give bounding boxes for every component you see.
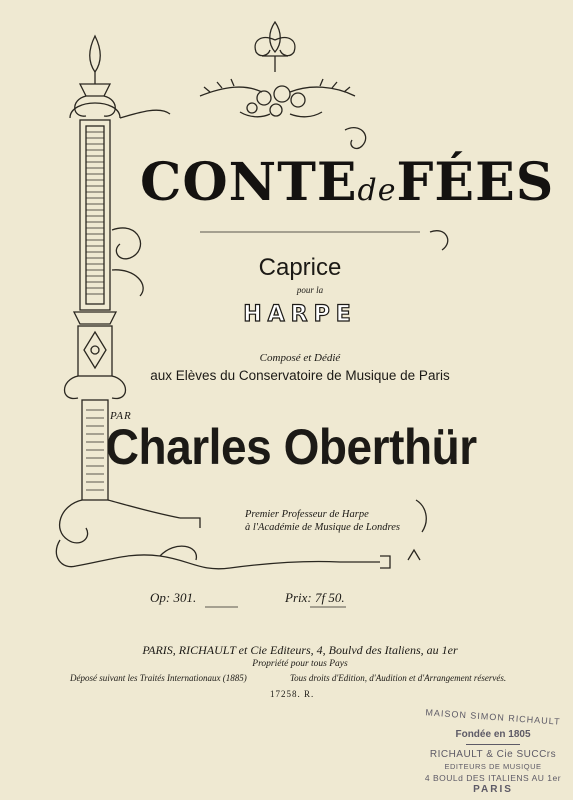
plate-number: 17258. R. [270,689,315,699]
stamp-line-3: RICHAULT & Cie SUCCrs [429,749,557,760]
stamp-line-1: MAISON SIMON RICHAULT [425,707,561,727]
stamp-divider [466,744,520,745]
stamp-line-6: PARIS [473,784,513,795]
stamp-line-5: 4 BOULd DES ITALIENS AU 1er [424,773,562,783]
composer-title-1: Premier Professeur de Harpe [245,509,369,520]
stamp-line-4: EDITEURS DE MUSIQUE [444,762,542,771]
opus-number: Op: 301. [150,590,197,605]
price: Prix: 7f 50. [285,590,345,605]
instrument-heading: HARPE [243,302,357,327]
publisher-line: PARIS, RICHAULT et Cie Editeurs, 4, Boulvd des Italiens, au 1er [142,643,458,657]
stamp-line-2: Fondée en 1805 [455,729,531,740]
composer-name: Charles Oberthür [105,419,477,475]
rights-notice: Tous droits d'Edition, d'Audition et d'Arrangement réservés. [290,673,507,683]
dedication-line-1: Composé et Dédié [259,352,341,364]
subtitle: Caprice [258,254,342,281]
deposit-notice: Déposé suivant les Traités Internationaux (1885) [70,673,247,683]
publisher-stamp [418,700,568,796]
composer-title-2: à l'Académie de Musique de Londres [245,522,400,533]
par-text: PAR [110,410,132,422]
pour-la-text: pour la [296,285,324,295]
work-title: CONTEdeFÉES [140,152,555,213]
dedication-line-2: aux Elèves du Conservatoire de Musique de Paris [150,368,450,383]
property-notice: Propriété pour tous Pays [252,659,348,669]
